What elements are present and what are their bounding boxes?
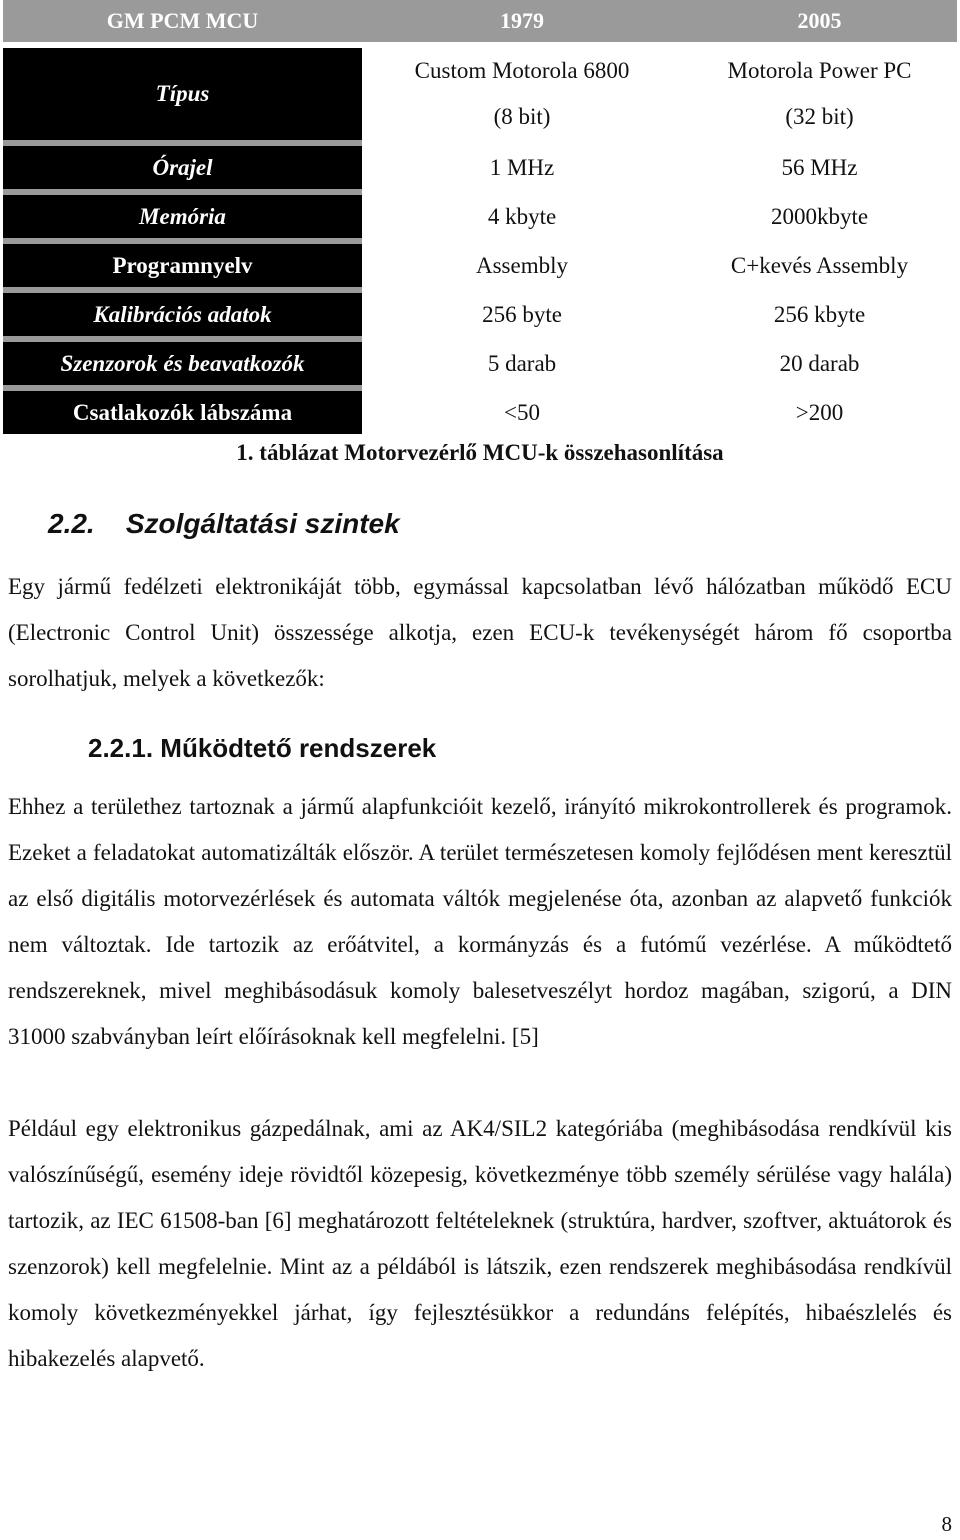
table-body <box>3 45 957 434</box>
cell-2005 <box>682 45 957 143</box>
cell-text: (8 bit) <box>493 104 551 129</box>
cell-2005 <box>682 388 957 434</box>
cell-text: Assembly <box>476 252 568 278</box>
row-label: Memória <box>3 192 362 241</box>
cell-2005 <box>682 241 957 290</box>
section-heading <box>48 508 400 540</box>
cell-2005 <box>682 290 957 339</box>
cell-2005 <box>682 339 957 388</box>
table-header-row <box>3 0 957 45</box>
table-row <box>3 388 957 434</box>
row-label: Órajel <box>3 143 362 192</box>
cell-text: Custom Motorola 6800 <box>414 58 630 83</box>
cell-1979 <box>362 290 682 339</box>
cell-1979 <box>362 388 682 434</box>
cell-text: 2000kbyte <box>770 203 869 229</box>
row-label: Típus <box>3 45 362 143</box>
cell-1979 <box>362 339 682 388</box>
header-1979-column: 1979 <box>362 0 682 45</box>
subsection-paragraph-2: Például egy elektronikus gázpedálnak, ami az AK4/SIL2 kategóriába (meghibásodása rendkívül kis valószínűségű, esemény ideje rövidtől közepesig, következménye több személy sérülése vagy halála) tartozik, az IEC 61508-ban [6] meghatározott feltételeknek (struktúra, hardver, szoftver, aktuátorok és szenzorok) kell megfelelnie. Mint az a példából is látszik, ezen rendszerek meghibásodása rendkívül komoly következményekkel járhat, így fejlesztésükkor a redundáns felépítés, hibaészlelés és hibakezelés alapvető. <box>8 1116 952 1371</box>
cell-1979 <box>362 45 682 143</box>
cell-text: 5 darab <box>487 350 557 376</box>
section-number: 2.2. <box>48 508 95 539</box>
subsection-heading <box>88 733 436 764</box>
cell-2005 <box>682 143 957 192</box>
subsection-number: 2.2.1. <box>88 733 154 763</box>
cell-text: 4 kbyte <box>487 203 557 229</box>
cell-1979 <box>362 143 682 192</box>
cell-text: 256 kbyte <box>773 301 866 327</box>
table-row <box>3 143 957 192</box>
cell-1979 <box>362 241 682 290</box>
row-label: Csatlakozók lábszáma <box>3 388 362 434</box>
header-2005-column: 2005 <box>682 0 957 45</box>
cell-text: 1 MHz <box>489 154 555 180</box>
row-label: Szenzorok és beavatkozók <box>3 339 362 388</box>
header-label-column: GM PCM MCU <box>3 0 362 45</box>
cell-1979 <box>362 192 682 241</box>
cell-text: 256 byte <box>482 301 562 327</box>
cell-2005 <box>682 192 957 241</box>
cell-text: C+kevés Assembly <box>730 252 909 278</box>
subsection-paragraph-1: Ehhez a területhez tartoznak a jármű alapfunkcióit kezelő, irányító mikrokontrollerek és programok. Ezeket a feladatokat automatizálták először. A terület természetesen komoly fejlődésen ment keresztül az első digitális motorvezérlések és automata váltók megjelenése óta, azonban az alapvető funkciók nem változtak. Ide tartozik az erőátvitel, a kormányzás és a futómű vezérlése. A működtető rendszereknek, mivel meghibásodásuk komoly balesetveszélyt hordoz magában, szigorú, a DIN 31000 szabványban leírt előírásoknak kell megfelelni. [5] <box>8 794 952 1049</box>
row-label: Kalibrációs adatok <box>3 290 362 339</box>
cell-text: 20 darab <box>779 350 860 376</box>
table-row <box>3 192 957 241</box>
section-title: Szolgáltatási szintek <box>125 508 400 539</box>
cell-text: (32 bit) <box>785 104 854 129</box>
page-number: 8 <box>941 1512 952 1536</box>
table-row <box>3 339 957 388</box>
table-row <box>3 45 957 143</box>
cell-text: <50 <box>504 399 540 425</box>
table-row <box>3 290 957 339</box>
cell-text: >200 <box>795 399 844 425</box>
mcu-comparison-table <box>3 0 957 434</box>
section-intro-paragraph: Egy jármű fedélzeti elektronikáját több, egymással kapcsolatban lévő hálózatban működő ECU (Electronic Control Unit) összessége alkotja, ezen ECU-k tevékenységét három fő csoportba sorolhatjuk, melyek a következők: <box>8 574 952 691</box>
cell-text: 56 MHz <box>781 154 858 180</box>
row-label: Programnyelv <box>3 241 362 290</box>
table-caption: 1. táblázat Motorvezérlő MCU-k összehasonlítása <box>236 440 724 465</box>
cell-text: Motorola Power PC <box>727 58 912 83</box>
subsection-title: Működtető rendszerek <box>160 733 437 763</box>
table-row <box>3 241 957 290</box>
